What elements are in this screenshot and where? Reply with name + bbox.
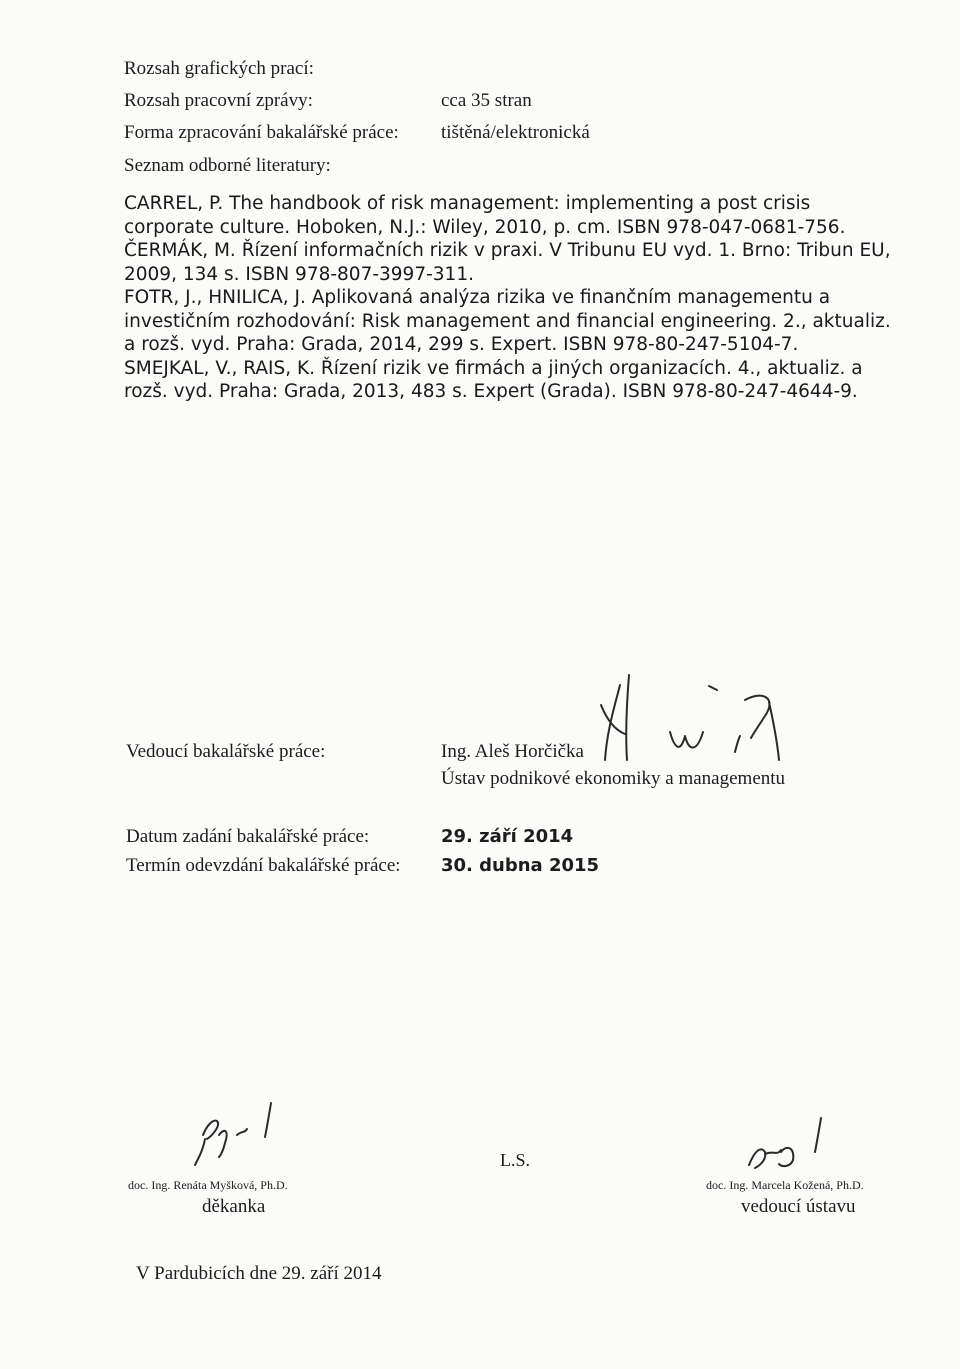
head-role: vedoucí ústavu bbox=[741, 1196, 856, 1217]
graphics-label: Rozsah grafických prací: bbox=[124, 58, 314, 79]
dean-role: děkanka bbox=[202, 1196, 266, 1217]
dean-signature bbox=[185, 1095, 295, 1170]
supervisor-department: Ústav podnikové ekonomiky a managementu bbox=[441, 768, 786, 789]
literature-entry: CARREL, P. The handbook of risk management: implementing a post crisis corporate culture. Hoboken, N.J.: Wiley, 2010, p. cm. ISBN 978-047-0681-756. bbox=[124, 193, 846, 238]
assigned-label: Datum zadání bakalářské práce: bbox=[126, 826, 370, 847]
supervisor-label: Vedoucí bakalářské práce: bbox=[126, 741, 326, 762]
deadline-value: 30. dubna 2015 bbox=[441, 855, 600, 876]
supervisor-name: Ing. Aleš Horčička bbox=[441, 741, 584, 762]
stamp-label: L.S. bbox=[500, 1150, 531, 1170]
literature-entry: ČERMÁK, M. Řízení informačních rizik v praxi. V Tribunu EU vyd. 1. Brno: Tribun EU, 2009, 134 s. ISBN 978-807-3997-311. bbox=[124, 240, 891, 285]
form-label: Forma zpracování bakalářské práce: bbox=[124, 122, 399, 143]
literature-entry: FOTR, J., HNILICA, J. Aplikovaná analýza rizika ve finančním managementu a investičním rozhodování: Risk management and financial engineering. 2., aktualiz. a rozš. vyd. Praha: Grada, 2014, 299 s. Expert. ISBN 978-80-247-5104-7. bbox=[124, 287, 891, 355]
literature-entry: SMEJKAL, V., RAIS, K. Řízení rizik ve firmách a jiných organizacích. 4., aktualiz. a rozš. vyd. Praha: Grada, 2013, 483 s. Expert (Grada). ISBN 978-80-247-4644-9. bbox=[124, 357, 863, 402]
deadline-label: Termín odevzdání bakalářské práce: bbox=[126, 855, 401, 876]
supervisor-signature bbox=[585, 660, 815, 770]
head-name: doc. Ing. Marcela Kožená, Ph.D. bbox=[706, 1178, 864, 1192]
dean-name: doc. Ing. Renáta Myšková, Ph.D. bbox=[128, 1178, 288, 1192]
head-signature bbox=[735, 1110, 835, 1180]
place-date: V Pardubicích dne 29. září 2014 bbox=[136, 1263, 382, 1284]
report-label: Rozsah pracovní zprávy: bbox=[124, 90, 313, 111]
assigned-value: 29. září 2014 bbox=[441, 826, 574, 847]
form-value: tištěná/elektronická bbox=[441, 122, 590, 143]
literature-list bbox=[124, 192, 894, 404]
report-value: cca 35 stran bbox=[441, 90, 532, 111]
literature-label: Seznam odborné literatury: bbox=[124, 155, 331, 176]
